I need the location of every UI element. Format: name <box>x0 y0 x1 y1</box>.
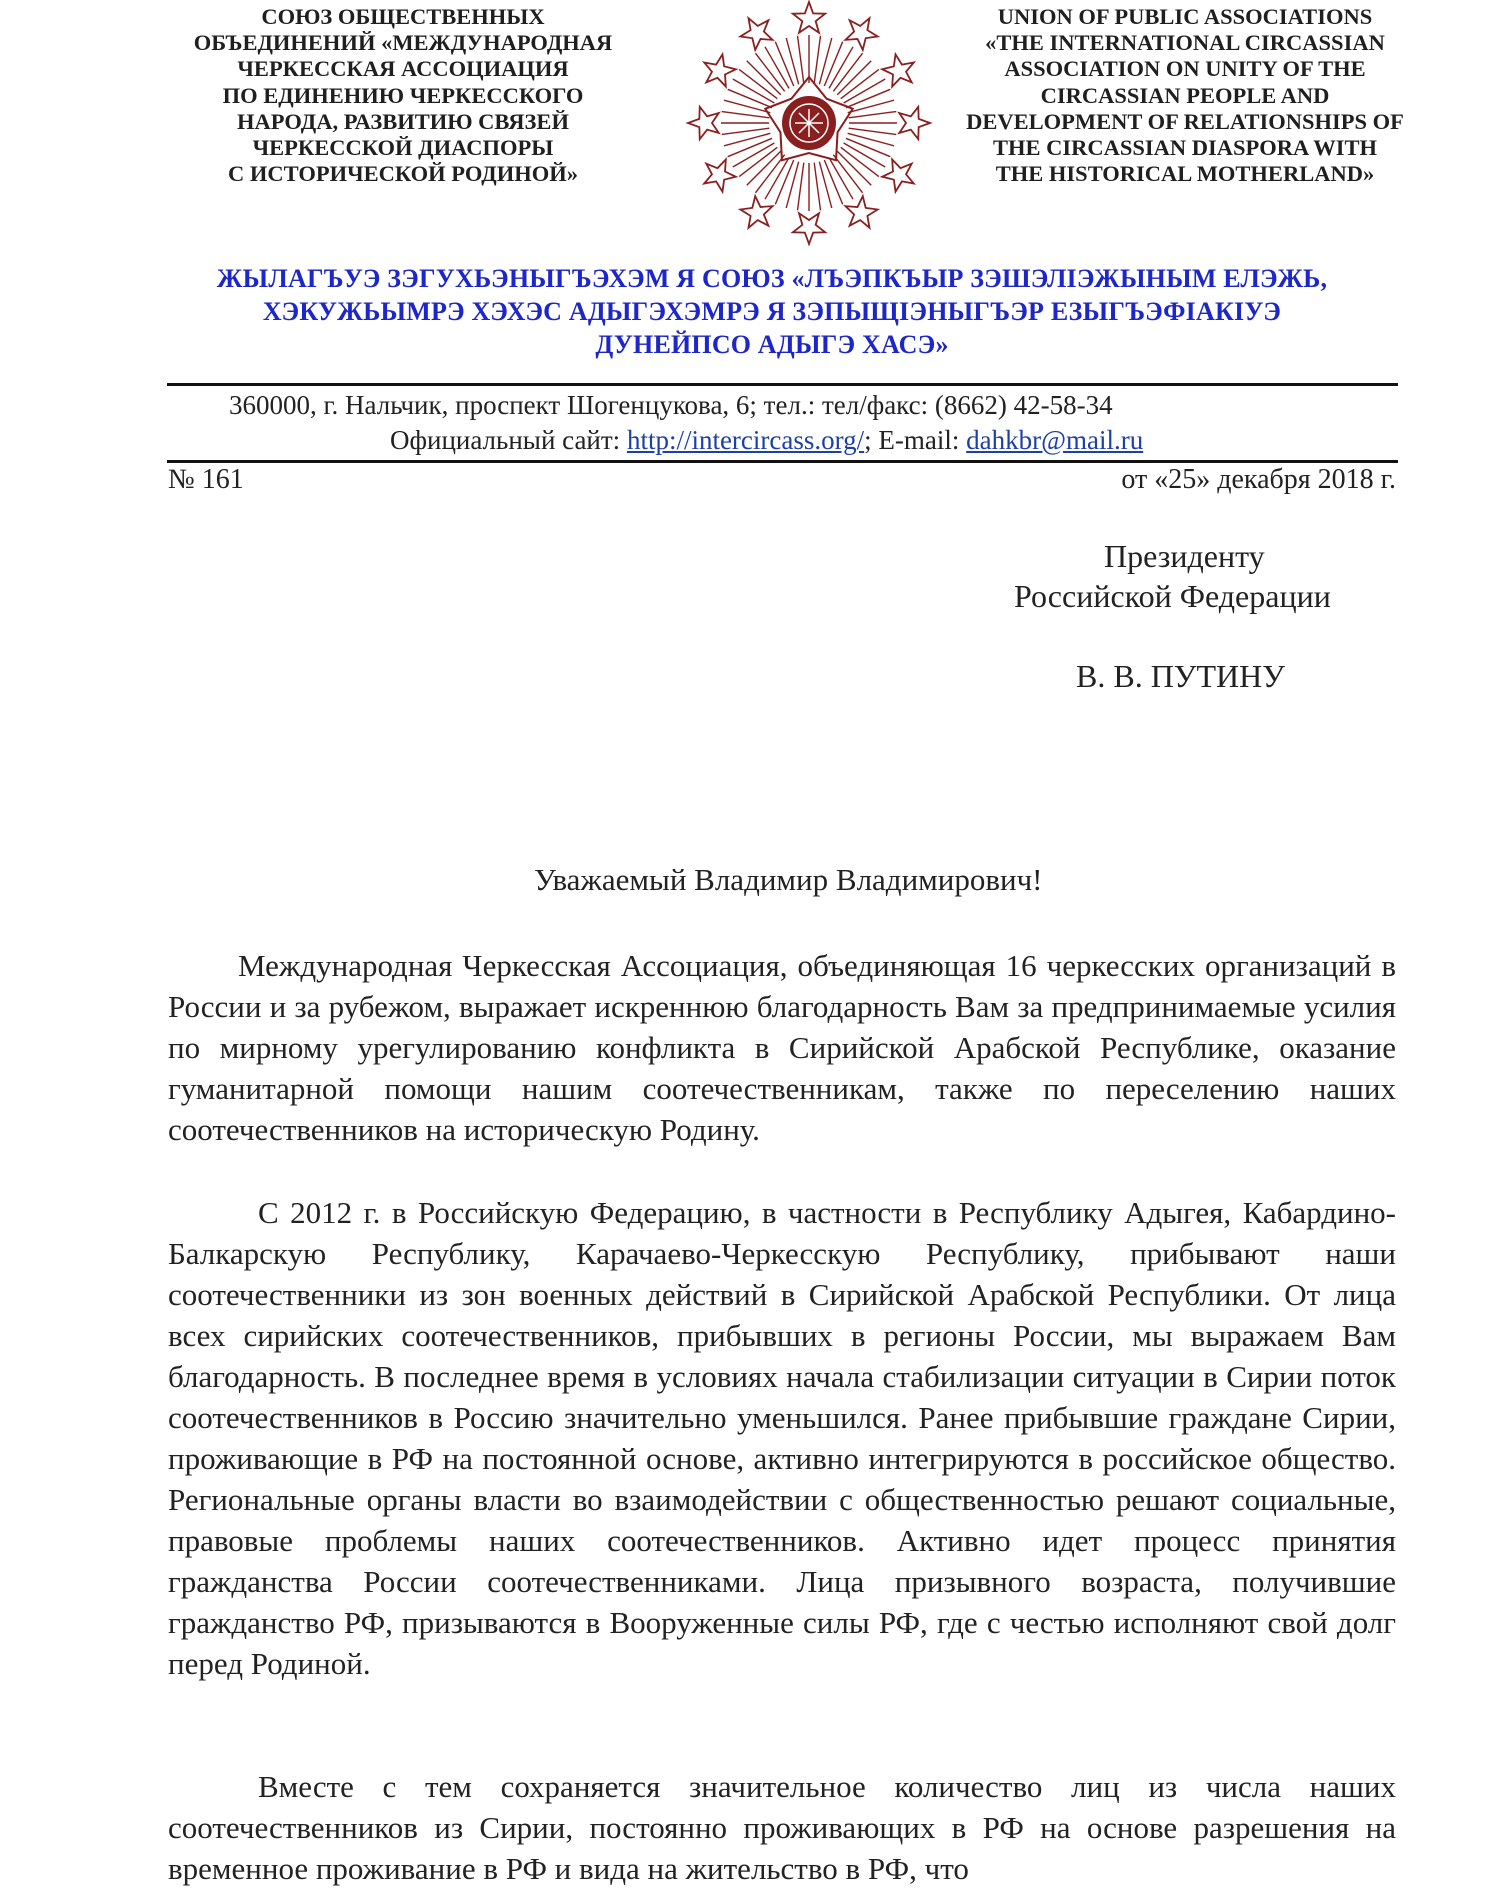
emblem-star <box>793 213 825 244</box>
header-english-line: DEVELOPMENT OF RELATIONSHIPS OF <box>966 108 1404 134</box>
header-russian-line: С ИСТОРИЧЕСКОЙ РОДИНОЙ» <box>228 161 578 187</box>
header-divider-top <box>167 383 1398 386</box>
email-label: ; E-mail: <box>864 425 967 455</box>
association-emblem-icon <box>678 0 940 246</box>
emblem-ray <box>724 133 770 145</box>
emblem-star <box>793 2 825 33</box>
header-english-line: THE CIRCASSIAN DIASPORA WITH <box>992 135 1378 161</box>
letter-paragraph: Вместе с тем сохраняется значительное количество лиц из числа наших соотечественников из Сирии, постоянно проживающих в РФ на основе разрешения на временное проживание в РФ и вида на жительство в РФ, что <box>168 1769 1396 1886</box>
header-english-line: ASSOCIATION ON UNITY OF THE <box>1004 56 1366 82</box>
header-russian-line: ЧЕРКЕССКОЙ ДИАСПОРЫ <box>252 135 554 161</box>
header-russian-line: ПО ЕДИНЕНИЮ ЧЕРКЕССКОГО <box>222 82 584 108</box>
emblem-ray <box>722 128 770 134</box>
emblem-medallion-cross <box>795 109 823 137</box>
emblem-star <box>845 196 877 228</box>
emblem-ray <box>722 112 770 118</box>
emblem-star <box>704 54 736 86</box>
addressee-title: Президенту <box>1104 538 1265 574</box>
emblem-star <box>688 107 719 139</box>
email-link[interactable]: dahkbr@mail.ru <box>966 425 1144 455</box>
emblem-ray <box>848 100 894 112</box>
document-date: от «25» декабря 2018 г. <box>1121 464 1396 495</box>
emblem-ray <box>849 112 897 118</box>
header-english-line: «THE INTERNATIONAL CIRCASSIAN <box>985 30 1385 56</box>
emblem-star <box>740 18 772 50</box>
contact-address: 360000, г. Нальчик, проспект Шогенцукова, 6; тел.: тел/факс: (8662) 42-58-34 <box>229 390 1113 420</box>
emblem-star <box>704 159 736 191</box>
site-label: Официальный сайт: <box>390 425 627 455</box>
emblem-ray <box>814 36 820 84</box>
emblem-ray <box>786 162 798 208</box>
header-circassian-line: ЖЫЛАГЪУЭ ЗЭГУХЬЭНЫГЪЭХЭМ Я СОЮЗ «ЛЪЭПКЪЫР ЗЭШЭЛІЭЖЫНЫМ ЕЛЭЖЬ, <box>216 264 1328 293</box>
header-english-name <box>950 4 1420 187</box>
header-russian-line: СОЮЗ ОБЩЕСТВЕННЫХ <box>261 4 545 29</box>
header-russian-line: ОБЪЕДИНЕНИЙ «МЕЖДУНАРОДНАЯ <box>193 30 613 56</box>
emblem-star <box>882 159 914 191</box>
addressee-country: Российской Федерации <box>1014 578 1331 614</box>
emblem-ray <box>849 128 897 134</box>
emblem-ray <box>786 38 798 84</box>
contact-site-line <box>390 423 1143 458</box>
letter-paragraph: Международная Черкесская Ассоциация, объединяющая 16 черкесских организаций в России и за рубежом, выражает искреннюю благодарность Вам за предпринимаемые усилия по мирному урегулированию конфликта в Сирийской Арабской Республике, оказание гуманитарной помощи нашим соотечественникам, также по переселению наших соотечественников на историческую Родину. <box>168 948 1396 1147</box>
header-circassian-line: ДУНЕЙПСО АДЫГЭ ХАСЭ» <box>595 330 949 359</box>
emblem-ray <box>798 163 804 211</box>
header-english-line: THE HISTORICAL MOTHERLAND» <box>995 161 1375 187</box>
header-russian-line: НАРОДА, РАЗВИТИЮ СВЯЗЕЙ <box>237 108 569 134</box>
emblem-ray <box>814 163 820 211</box>
letter-salutation: Уважаемый Владимир Владимирович! <box>534 862 1043 897</box>
emblem-ray <box>819 38 831 84</box>
emblem-star <box>882 54 914 86</box>
header-russian-line: ЧЕРКЕССКАЯ АССОЦИАЦИЯ <box>237 56 569 82</box>
header-english-line: UNION OF PUBLIC ASSOCIATIONS <box>997 4 1373 29</box>
site-link[interactable]: http://intercircass.org/ <box>626 425 865 455</box>
emblem-ray <box>819 162 831 208</box>
emblem-star <box>740 196 772 228</box>
header-english-line: CIRCASSIAN PEOPLE AND <box>1040 82 1330 108</box>
letter-paragraph: С 2012 г. в Российскую Федерацию, в частности в Республику Адыгея, Кабардино-Балкарскую Республику, Карачаево-Черкесскую Республику, прибывают наши соотечественники из зон военных действий в Сирийской Арабской Республики. От лица всех сирийских соотечественников, прибывших в регионы России, мы выражаем Вам благодарность. В последнее время в условиях начала стабилизации ситуации в Сирии поток соотечественников в Россию значительно уменьшился. Ранее прибывшие граждане Сирии, проживающие в РФ на постоянной основе, активно интегрируются в российское общество. Региональные органы власти во взаимодействии с общественностью решают социальные, правовые проблемы наших соотечественников. Активно идет процесс принятия гражданства России соотечественниками. Лица призывного возраста, получившие гражданство РФ, призываются в Вооруженные силы РФ, где с честью исполняют свой долг перед Родиной. <box>168 1195 1396 1681</box>
header-circassian-line: ХЭКУЖЬЫМРЭ ХЭХЭС АДЫГЭХЭМРЭ Я ЗЭПЫЩІЭНЫГЪЭР ЕЗЫГЪЭФІАКІУЭ <box>262 297 1282 326</box>
emblem-star <box>845 18 877 50</box>
emblem-ray <box>724 100 770 112</box>
header-russian-name <box>178 4 628 187</box>
header-circassian-name <box>160 262 1384 361</box>
document-number: № 161 <box>168 464 244 495</box>
addressee-name: В. В. ПУТИНУ <box>1076 658 1285 694</box>
emblem-ray <box>848 133 894 145</box>
emblem-star <box>899 107 930 139</box>
emblem-ray <box>798 36 804 84</box>
